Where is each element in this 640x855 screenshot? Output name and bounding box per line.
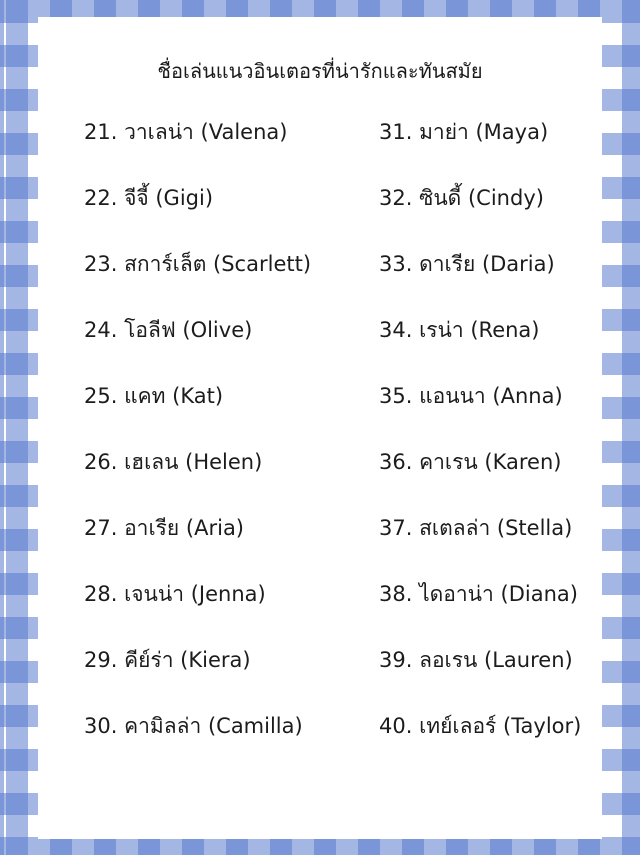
list-item: 28. เจนน่า (Jenna)	[84, 582, 266, 606]
list-item: 31. มาย่า (Maya)	[379, 120, 549, 144]
list-item: 37. สเตลล่า (Stella)	[379, 516, 573, 540]
list-item: 25. แคท (Kat)	[84, 384, 224, 408]
list-item: 32. ซินดี้ (Cindy)	[379, 186, 544, 210]
names-column-left	[84, 118, 311, 778]
page-title: ชื่อเล่นแนวอินเตอรที่น่ารักและทันสมัย	[157, 59, 483, 83]
list-item: 39. ลอเรน (Lauren)	[379, 648, 573, 672]
name-list-card	[38, 17, 602, 839]
list-item: 24. โอลีฟ (Olive)	[84, 318, 253, 342]
list-item: 33. ดาเรีย (Daria)	[379, 252, 555, 276]
list-item: 30. คามิลล่า (Camilla)	[84, 714, 303, 738]
list-item: 21. วาเลน่า (Valena)	[84, 120, 288, 144]
list-item: 23. สการ์เล็ต (Scarlett)	[84, 252, 312, 276]
list-item: 34. เรน่า (Rena)	[379, 318, 540, 342]
list-item: 22. จีจี้ (Gigi)	[84, 186, 214, 210]
list-item: 36. คาเรน (Karen)	[379, 450, 562, 474]
list-item: 26. เฮเลน (Helen)	[84, 450, 263, 474]
list-item: 27. อาเรีย (Aria)	[84, 516, 245, 540]
names-column-right	[379, 118, 581, 778]
list-item: 38. ไดอาน่า (Diana)	[379, 582, 578, 606]
list-item: 40. เทย์เลอร์ (Taylor)	[379, 714, 582, 738]
list-item: 29. คีย์ร่า (Kiera)	[84, 648, 251, 672]
list-item: 35. แอนนา (Anna)	[379, 384, 563, 408]
